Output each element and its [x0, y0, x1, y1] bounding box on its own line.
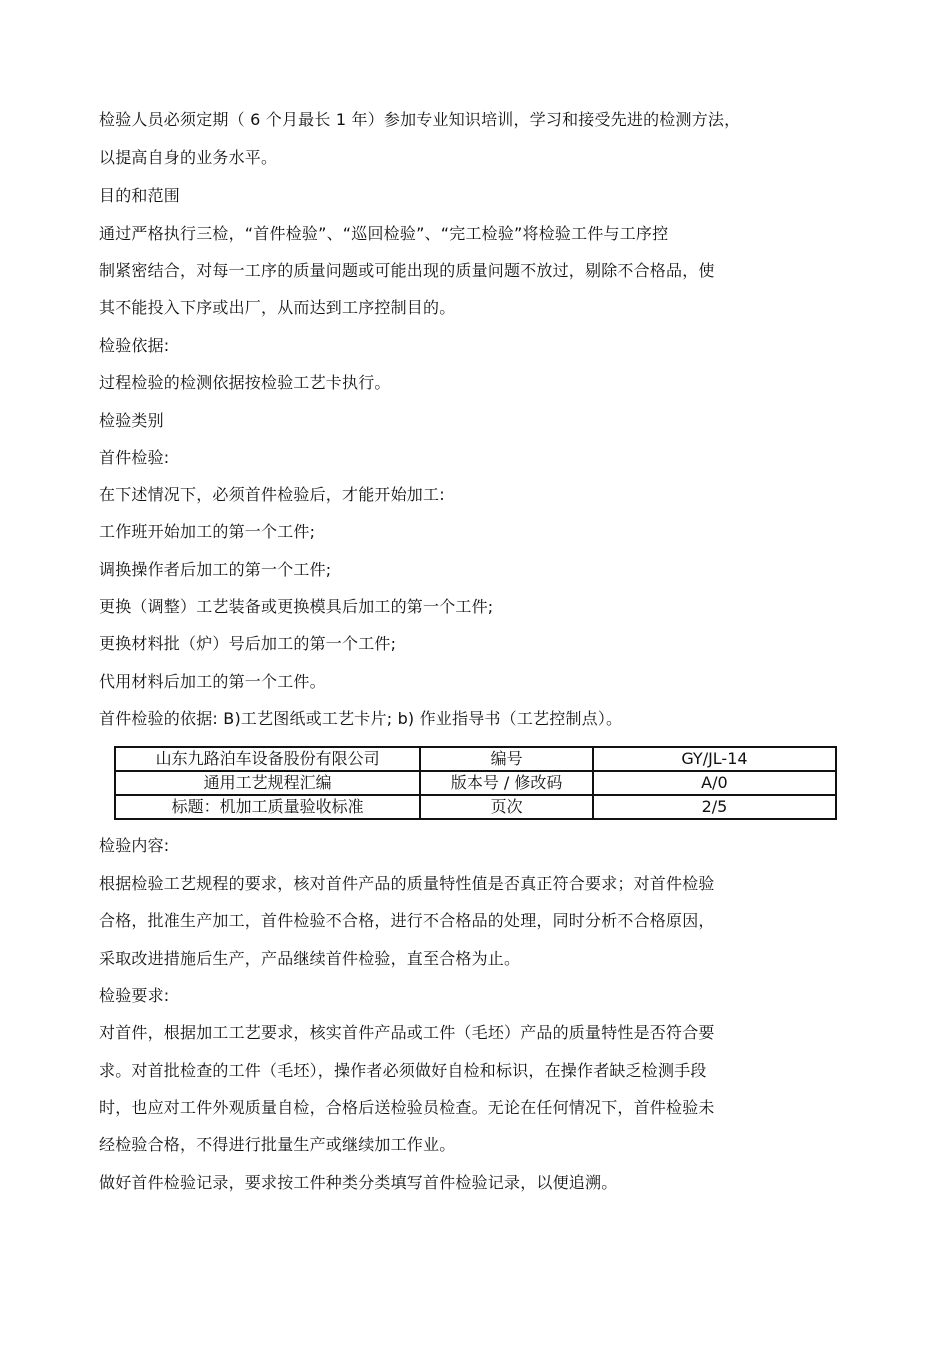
text-line: 过程检验的检测依据按检验工艺卡执行。 [99, 373, 391, 392]
table-row [115, 795, 836, 819]
text-line: 首件检验的依据: B)工艺图纸或工艺卡片; b) 作业指导书（工艺控制点）。 [99, 709, 623, 728]
section-heading: 检验依据: [99, 336, 170, 355]
text-line: 检验人员必须定期（ 6 个月最长 1 年）参加专业知识培训，学习和接受先进的检测方法， [99, 110, 741, 129]
text-line: 调换操作者后加工的第一个工件; [99, 560, 332, 579]
table-row [115, 747, 836, 771]
table-row [115, 771, 836, 795]
section-heading: 检验内容: [99, 836, 170, 855]
section-heading: 首件检验: [99, 448, 170, 467]
title-cell: 标题：机加工质量验收标准 [115, 795, 420, 819]
text-line: 更换材料批（炉）号后加工的第一个工件; [99, 634, 397, 653]
doc-number-value-cell: GY/JL-14 [593, 747, 836, 771]
text-line: 根据检验工艺规程的要求，核对首件产品的质量特性值是否真正符合要求；对首件检验 [99, 874, 715, 893]
text-line: 通过严格执行三检，“首件检验”、“巡回检验”、“完工检验”将检验工件与工序控 [99, 224, 669, 243]
text-line: 代用材料后加工的第一个工件。 [99, 672, 326, 691]
page-value-cell: 2/5 [593, 795, 836, 819]
text-line: 做好首件检验记录，要求按工件种类分类填写首件检验记录，以便追溯。 [99, 1173, 618, 1192]
text-line: 经检验合格，不得进行批量生产或继续加工作业。 [99, 1135, 456, 1154]
text-line: 工作班开始加工的第一个工件; [99, 522, 316, 541]
section-heading: 检验类别 [99, 411, 164, 430]
text-line: 以提高自身的业务水平。 [99, 148, 278, 167]
version-value-cell: A/0 [593, 771, 836, 795]
text-line: 制紧密结合，对每一工序的质量问题或可能出现的质量问题不放过，剔除不合格品，使 [99, 261, 715, 280]
company-name-cell: 山东九路泊车设备股份有限公司 [115, 747, 420, 771]
text-line: 时，也应对工件外观质量自检，合格后送检验员检查。无论在任何情况下，首件检验未 [99, 1098, 715, 1117]
text-line: 合格，批准生产加工，首件检验不合格，进行不合格品的处理，同时分析不合格原因， [99, 911, 715, 930]
section-heading: 目的和范围 [99, 186, 181, 205]
text-line: 更换（调整）工艺装备或更换模具后加工的第一个工件; [99, 597, 494, 616]
document-header-table [114, 746, 837, 820]
text-line: 采取改进措施后生产，产品继续首件检验，直至合格为止。 [99, 949, 521, 968]
section-heading: 检验要求: [99, 986, 170, 1005]
text-line: 对首件，根据加工工艺要求，核实首件产品或工件（毛坯）产品的质量特性是否符合要 [99, 1023, 715, 1042]
doc-number-label-cell: 编号 [420, 747, 593, 771]
text-line: 在下述情况下，必须首件检验后，才能开始加工: [99, 485, 445, 504]
page-label-cell: 页次 [420, 795, 593, 819]
text-line: 求。对首批检查的工件（毛坯），操作者必须做好自检和标识，在操作者缺乏检测手段 [99, 1061, 707, 1080]
version-label-cell: 版本号 / 修改码 [420, 771, 593, 795]
collection-name-cell: 通用工艺规程汇编 [115, 771, 420, 795]
text-line: 其不能投入下序或出厂，从而达到工序控制目的。 [99, 298, 456, 317]
